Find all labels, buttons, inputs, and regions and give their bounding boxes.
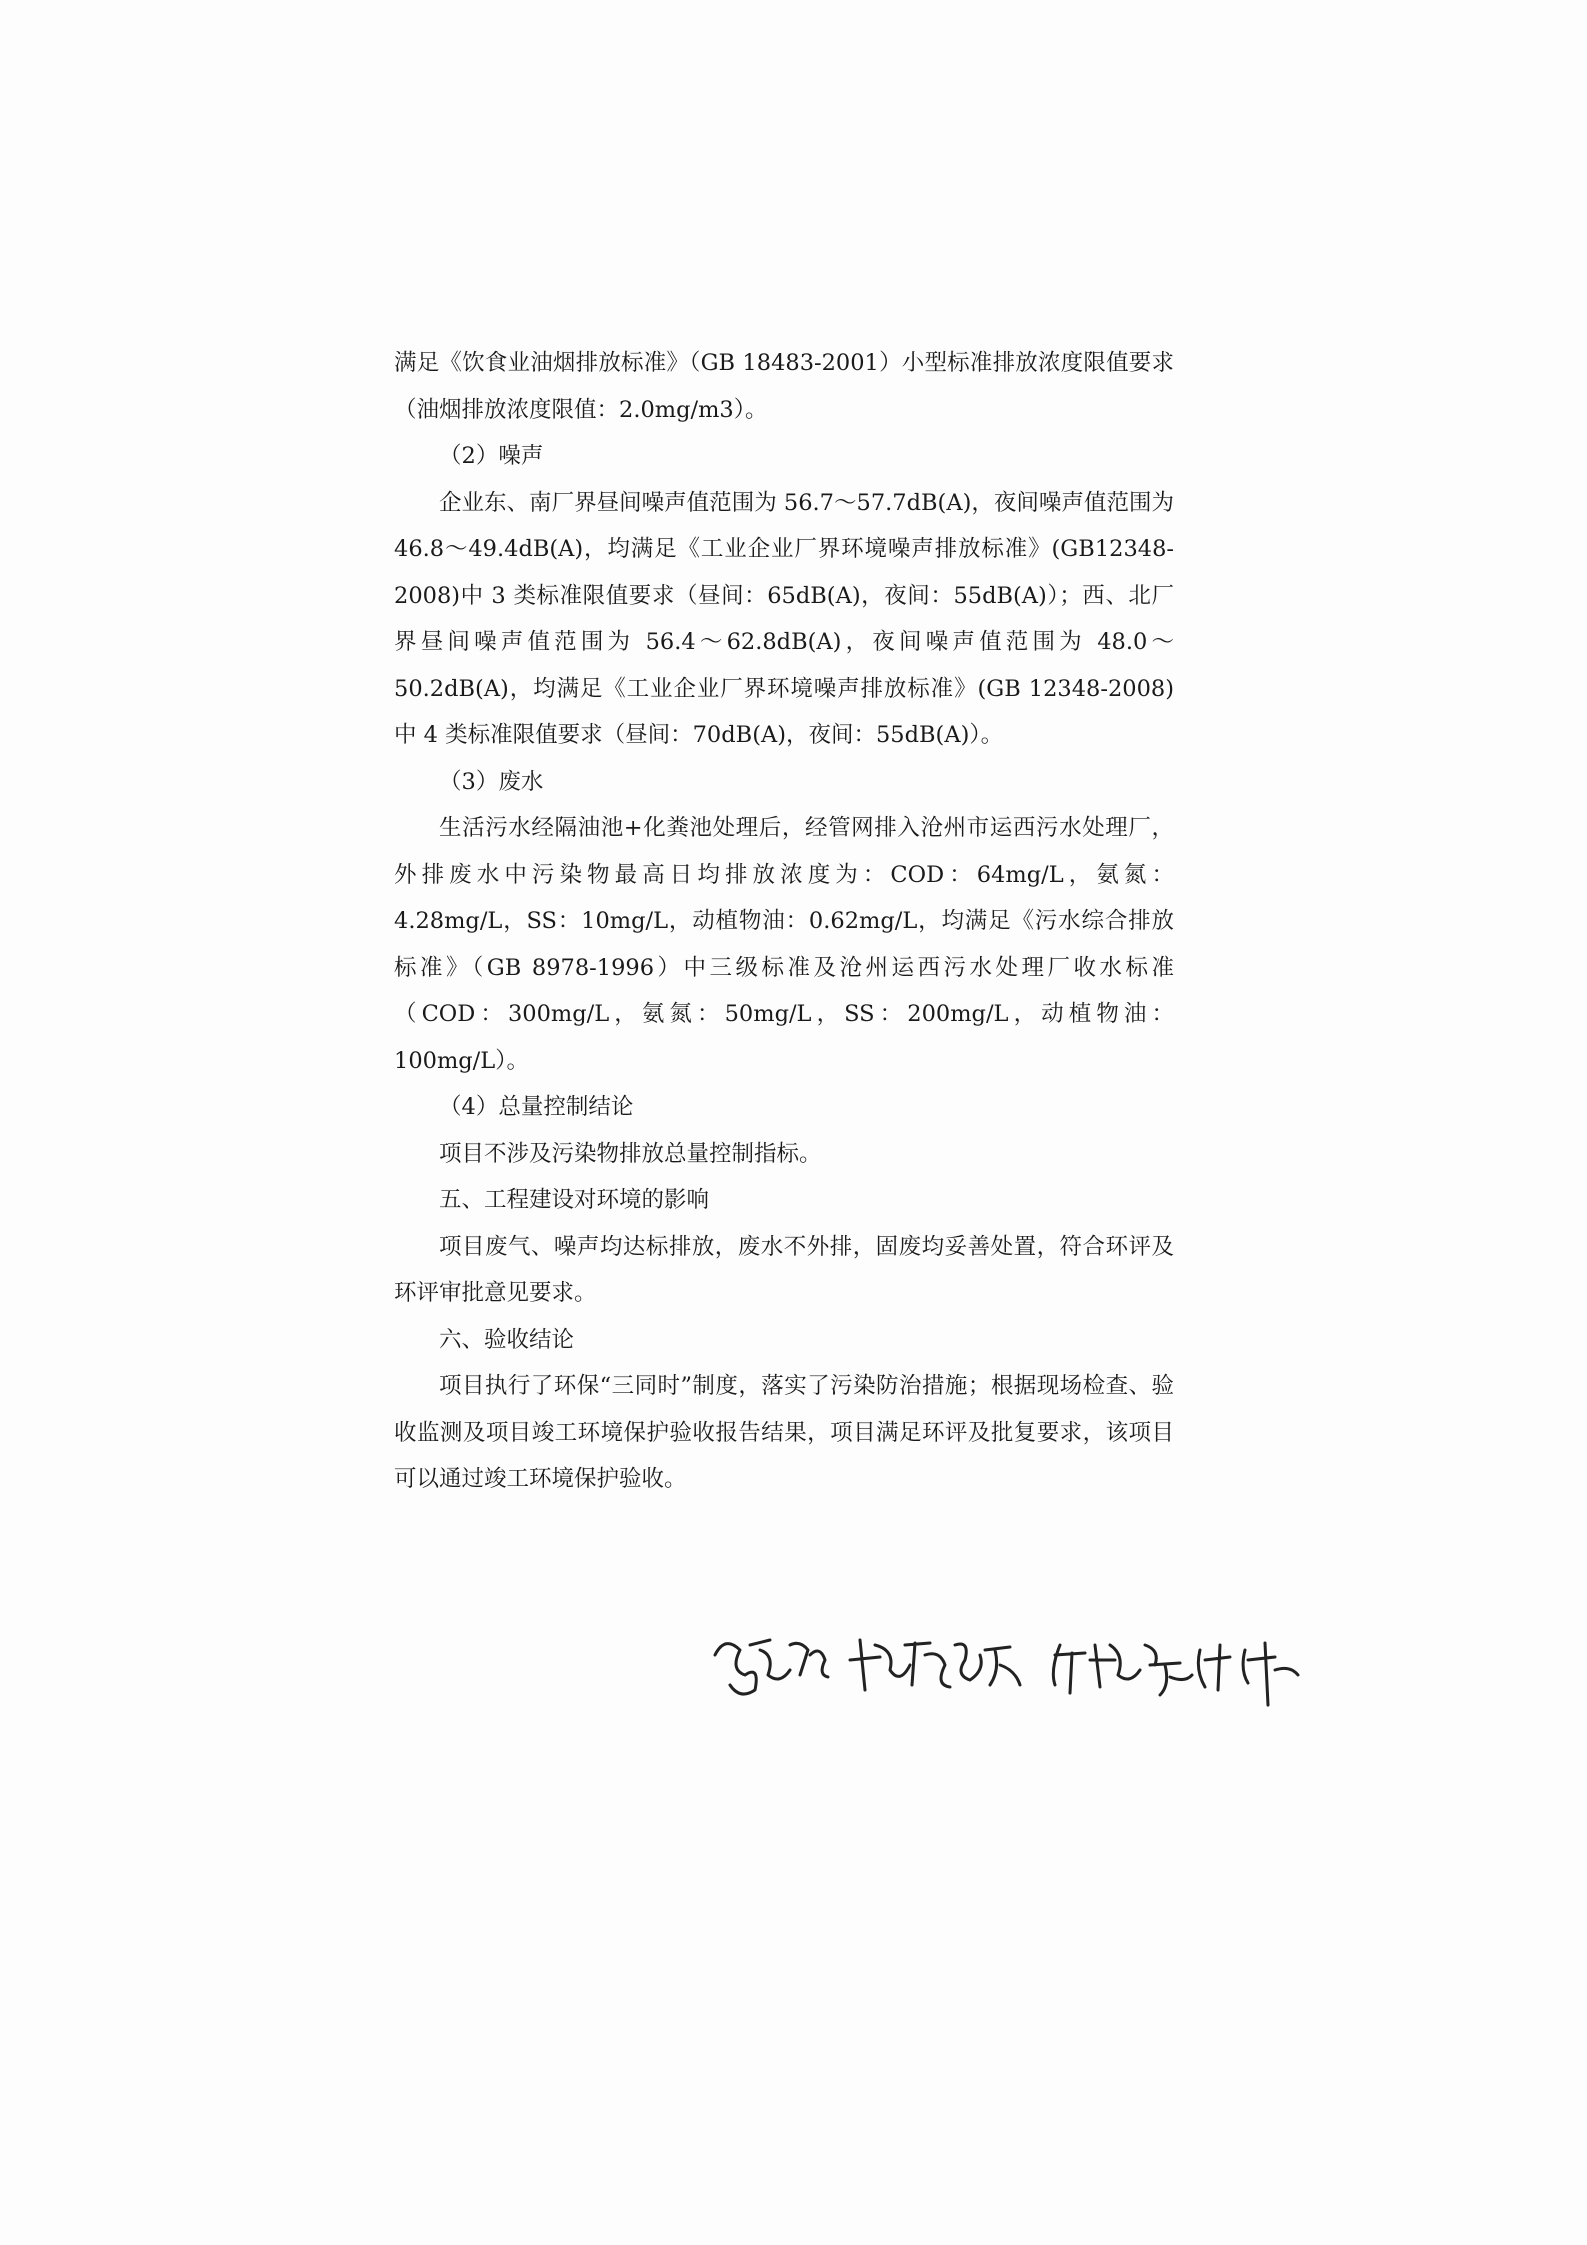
subheading-wastewater: （3）废水: [439, 768, 544, 795]
paragraph-total-control: 项目不涉及污染物排放总量控制指标。: [439, 1140, 822, 1167]
paragraph-wastewater: 生活污水经隔油池+化粪池处理后，经管网排入沧州市运西污水处理厂，外排废水中污染物最高日均排放浓度为：COD：64mg/L，氨氮：4.28mg/L，SS：10mg/L，动植物油：0.62mg/L，均满足《污水综合排放标准》（GB 8978-1996）中三级标准及沧州运西污水处理厂收水标准（COD：300mg/L，氨氮：50mg/L，SS：200mg/L，动植物油：100mg/L）。: [394, 815, 1174, 1074]
section-heading-acceptance-conclusion: 六、验收结论: [439, 1326, 575, 1353]
paragraph-acceptance-conclusion: 项目执行了环保“三同时”制度，落实了污染防治措施；根据现场检查、验收监测及项目竣工环境保护验收报告结果，项目满足环评及批复要求，该项目可以通过竣工环境保护验收。: [394, 1373, 1174, 1492]
handwritten-signatures: [700, 1615, 1320, 1725]
signature-drawing: [700, 1615, 1320, 1725]
subheading-total-control: （4）总量控制结论: [439, 1094, 634, 1120]
paragraph-environmental-impact: 项目废气、噪声均达标排放，废水不外排，固废均妥善处置，符合环评及环评审批意见要求。: [394, 1233, 1174, 1306]
paragraph-noise: 企业东、南厂界昼间噪声值范围为 56.7～57.7dB(A)，夜间噪声值范围为 46.8～49.4dB(A)，均满足《工业企业厂界环境噪声排放标准》(GB12348-2008)中 3 类标准限值要求（昼间：65dB(A)，夜间：55dB(A)）；西、北厂界昼间噪声值范围为 56.4～62.8dB(A)，夜间噪声值范围为 48.0～50.2dB(A)，均满足《工业企业厂界环境噪声排放标准》(GB 12348-2008)中 4 类标准限值要求（昼间：70dB(A)，夜间：55dB(A)）。: [394, 489, 1174, 748]
subheading-noise: （2）噪声: [439, 443, 544, 469]
document-body: [394, 340, 1174, 1503]
section-heading-environmental-impact: 五、工程建设对环境的影响: [439, 1187, 710, 1213]
paragraph-exhaust-standard: 满足《饮食业油烟排放标准》（GB 18483-2001）小型标准排放浓度限值要求（油烟排放浓度限值：2.0mg/m3）。: [394, 350, 1174, 423]
